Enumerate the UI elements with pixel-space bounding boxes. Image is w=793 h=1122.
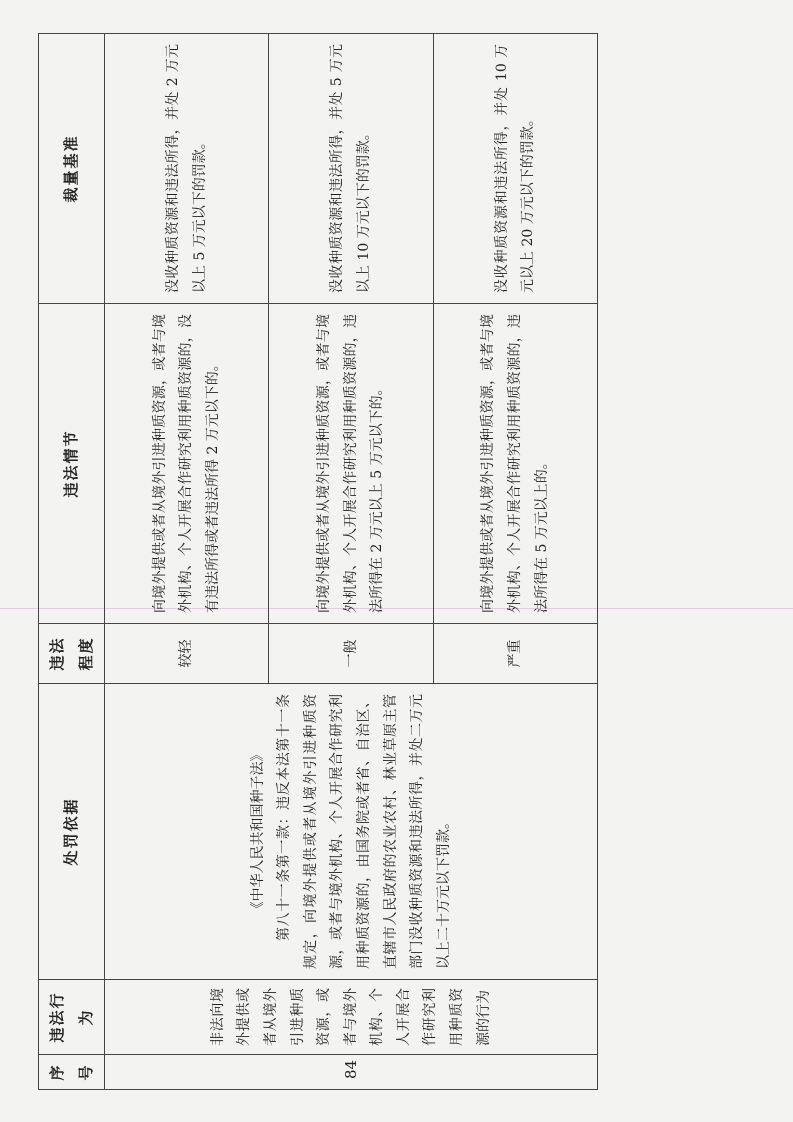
plot-light [105, 304, 269, 624]
standard-serious [433, 34, 597, 304]
header-no: 序号 [39, 1055, 105, 1090]
degree-light: 较轻 [105, 624, 269, 684]
row-number: 84 [105, 1055, 598, 1090]
basis-law-title: 《中华人民共和国种子法》 [249, 747, 266, 916]
header-standard: 裁量基准 [39, 34, 105, 304]
plot-light-text: 向境外提供或者从境外引进种质资源，或者与境外机构、个人开展合作研究利用种质资源的，没有违法所得或者违法所得 2 万元以下的。 [151, 314, 221, 613]
degree-general: 一般 [269, 624, 433, 684]
violation-act [105, 980, 598, 1055]
plot-general [269, 304, 433, 624]
header-act: 违法行为 [39, 980, 105, 1055]
standard-general-text: 没收种质资源和违法所得，并处 5 万元以上 10 万元以下的罚款。 [329, 44, 372, 293]
table-row [105, 34, 269, 1090]
plot-serious-text: 向境外提供或者从境外引进种质资源，或者与境外机构、个人开展合作研究利用种质资源的，违法所得在 5 万元以上的。 [480, 314, 550, 613]
header-plot: 违法情节 [39, 304, 105, 624]
violation-act-text: 非法向境外提供或者从境外引进种质资源，或者与境外机构、个人开展合作研究利用种质资源的行为 [209, 988, 492, 1046]
plot-serious [433, 304, 597, 624]
standard-serious-text: 没收种质资源和违法所得，并处 10 万元以上 20 万元以下的罚款。 [493, 44, 537, 293]
penalty-basis [105, 684, 598, 980]
standard-light-text: 没收种质资源和违法所得，并处 2 万元以上 5 万元以下的罚款。 [165, 44, 208, 293]
penalty-table [38, 33, 598, 1090]
degree-serious: 严重 [433, 624, 597, 684]
standard-light [105, 34, 269, 304]
plot-general-text: 向境外提供或者从境外引进种质资源，或者与境外机构、个人开展合作研究利用种质资源的，违法所得在 2 万元以上 5 万元以下的。 [316, 314, 386, 613]
rotated-table-sheet [38, 35, 598, 1090]
header-basis: 处罚依据 [39, 684, 105, 980]
basis-article-text: 第八十一条第一款：违反本法第十一条规定，向境外提供或者从境外引进种质资源，或者与境外机构、个人开展合作研究利用种质资源的，由国务院或者省、自治区、直辖市人民政府的农业农村、林业草原主管部门没收种质资源和违法所得，并处二万元以上二十万元以下罚款。 [276, 694, 452, 969]
header-row [39, 34, 105, 1090]
header-degree: 违法程度 [39, 624, 105, 684]
standard-general [269, 34, 433, 304]
